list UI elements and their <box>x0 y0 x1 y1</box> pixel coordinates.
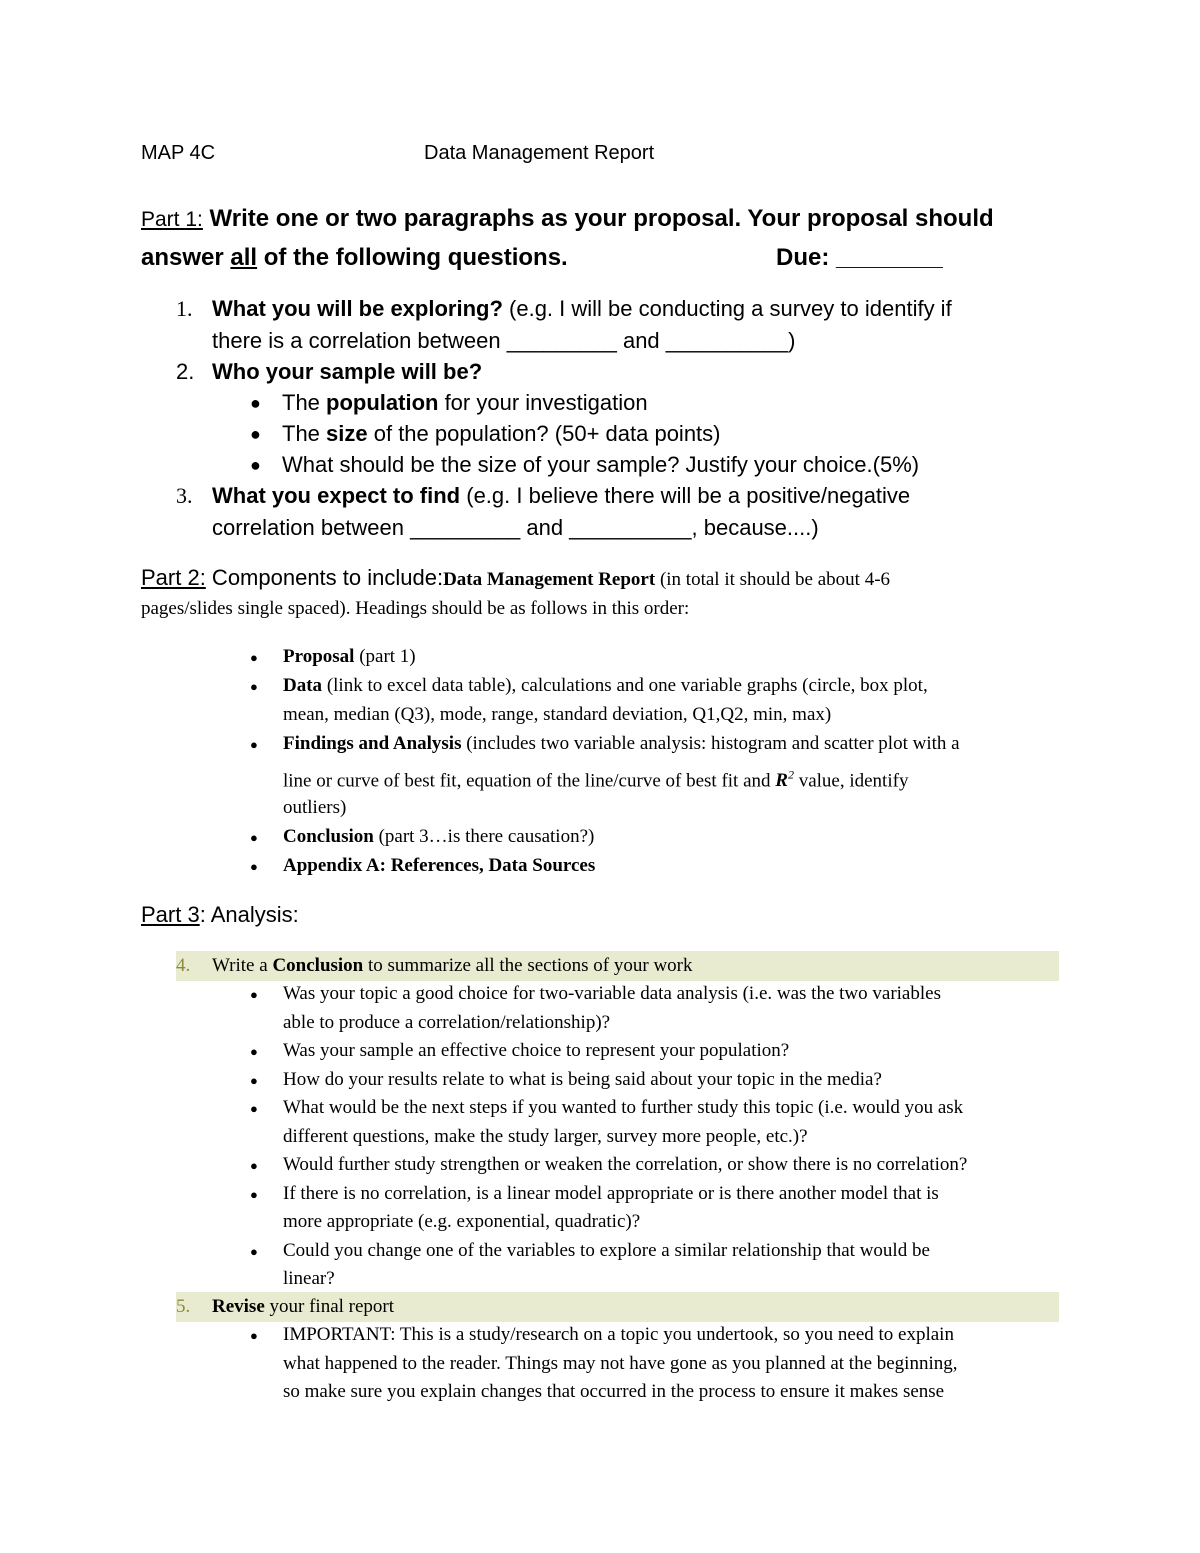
heading-item: Data (link to excel data table), calculations and one variable graphs (circle, box plot, <box>283 675 928 696</box>
sample-bullet: The population for your investigation <box>282 390 648 415</box>
question-2 <box>176 359 482 385</box>
document-title: Data Management Report <box>424 142 655 164</box>
part2-rest: (in total it should be about 4-6 <box>655 569 891 590</box>
bullet-icon: ● <box>250 455 261 475</box>
bullet-icon: ● <box>250 393 261 413</box>
sample-bullet: What should be the size of your sample? Justify your choice.(5%) <box>282 452 920 477</box>
bullet-icon: ● <box>250 679 258 694</box>
part3-label: Part 3 <box>141 902 200 927</box>
question-3-bold: What you expect to find <box>212 483 461 508</box>
revise-note: so make sure you explain changes that occurred in the process to ensure it makes sense <box>283 1381 945 1402</box>
conclusion-question: If there is no correlation, is a linear model appropriate or is there another model that is <box>283 1182 939 1204</box>
part2-intro-line2: pages/slides single spaced). Headings should be as follows in this order: <box>141 598 690 619</box>
question-1 <box>176 296 952 322</box>
heading-item-cont: line or curve of best fit, equation of the line/curve of best fit and $R^2$ value, identify <box>283 768 909 792</box>
revise-note: what happened to the reader. Things may not have gone as you planned at the beginning, <box>283 1352 958 1374</box>
question-1-cont: there is a correlation between _________ and __________) <box>212 328 796 353</box>
bullet-icon: ● <box>250 859 258 874</box>
question-1-text: (e.g. I will be conducting a survey to identify if <box>502 296 952 321</box>
conclusion-question: able to produce a correlation/relationship)? <box>283 1011 611 1033</box>
bullet-icon: ● <box>250 1101 258 1116</box>
conclusion-question: Was your sample an effective choice to represent your population? <box>283 1040 790 1061</box>
step-4: 4. Write a Conclusion to summarize all the sections of your work <box>176 955 693 976</box>
question-3-text: (e.g. I believe there will be a positive/negative <box>460 483 911 508</box>
due-date: Due: ________ <box>776 244 943 271</box>
heading-item: Findings and Analysis (includes two variable analysis: histogram and scatter plot with a <box>283 733 960 754</box>
part2-label: Part 2: <box>141 565 206 590</box>
part2-lead: Components to include: <box>205 565 444 590</box>
question-number: 2. <box>176 359 195 384</box>
sample-bullet: The size of the population? (50+ data points) <box>282 421 721 446</box>
conclusion-question: more appropriate (e.g. exponential, quadratic)? <box>283 1211 641 1232</box>
question-3-cont: correlation between _________ and __________, because....) <box>212 515 819 540</box>
course-code: MAP 4C <box>141 142 216 164</box>
step-number: 5. <box>176 1296 191 1317</box>
revise-note: IMPORTANT: This is a study/research on a topic you undertook, so you need to explain <box>283 1324 954 1345</box>
part1-intro-b1: answer <box>141 244 231 271</box>
conclusion-question: Would further study strengthen or weaken the correlation, or show there is no correlation? <box>283 1154 968 1175</box>
step-5: 5. Revise your final report <box>176 1296 395 1317</box>
question-3 <box>176 483 910 509</box>
bullet-icon: ● <box>250 737 258 752</box>
heading-item-cont: outliers) <box>283 797 347 818</box>
bullet-icon: ● <box>250 1158 258 1173</box>
part3-label-rest: : Analysis: <box>199 902 299 927</box>
bullet-icon: ● <box>250 1044 258 1059</box>
bullet-icon: ● <box>250 1186 258 1202</box>
heading-item: Conclusion (part 3…is there causation?) <box>283 826 595 847</box>
heading-item: Proposal (part 1) <box>283 646 416 667</box>
part1-intro-a: Write one or two paragraphs as your proposal. Your proposal should <box>202 205 994 232</box>
conclusion-question: What would be the next steps if you wanted to further study this topic (i.e. would you ask <box>283 1097 964 1118</box>
part1-intro-line1 <box>141 205 994 233</box>
part3-heading <box>141 902 299 928</box>
bullet-icon: ● <box>250 1072 258 1088</box>
conclusion-question: Could you change one of the variables to explore a similar relationship that would be <box>283 1239 930 1261</box>
bullet-icon: ● <box>250 650 258 665</box>
bullet-icon: ● <box>250 1243 258 1259</box>
step-number: 4. <box>176 955 191 976</box>
part1-intro-b2: of the following questions. <box>257 244 568 271</box>
report-title: Data Management Report <box>443 569 656 590</box>
r-squared: $R^2$ <box>775 768 794 792</box>
conclusion-question: How do your results relate to what is being said about your topic in the media? <box>283 1068 882 1090</box>
heading-item-cont: mean, median (Q3), mode, range, standard deviation, Q1,Q2, min, max) <box>283 704 832 725</box>
question-number: 1. <box>176 296 193 321</box>
bullet-icon: ● <box>250 987 258 1002</box>
bullet-icon: ● <box>250 424 261 444</box>
question-1-bold: What you will be exploring? <box>212 296 503 321</box>
bullet-icon: ● <box>250 1328 258 1343</box>
part1-intro-line2 <box>141 244 568 272</box>
heading-item: Appendix A: References, Data Sources <box>283 855 596 876</box>
conclusion-question: linear? <box>283 1268 335 1289</box>
part1-label: Part 1: <box>141 208 203 231</box>
question-number: 3. <box>176 483 193 508</box>
conclusion-question: Was your topic a good choice for two-variable data analysis (i.e. was the two variables <box>283 983 941 1004</box>
part2-intro-line1 <box>141 565 890 591</box>
question-2-bold: Who your sample will be? <box>212 359 483 384</box>
conclusion-question: different questions, make the study larger, survey more people, etc.)? <box>283 1125 808 1147</box>
bullet-icon: ● <box>250 830 258 845</box>
part1-intro-all: all <box>230 244 258 271</box>
